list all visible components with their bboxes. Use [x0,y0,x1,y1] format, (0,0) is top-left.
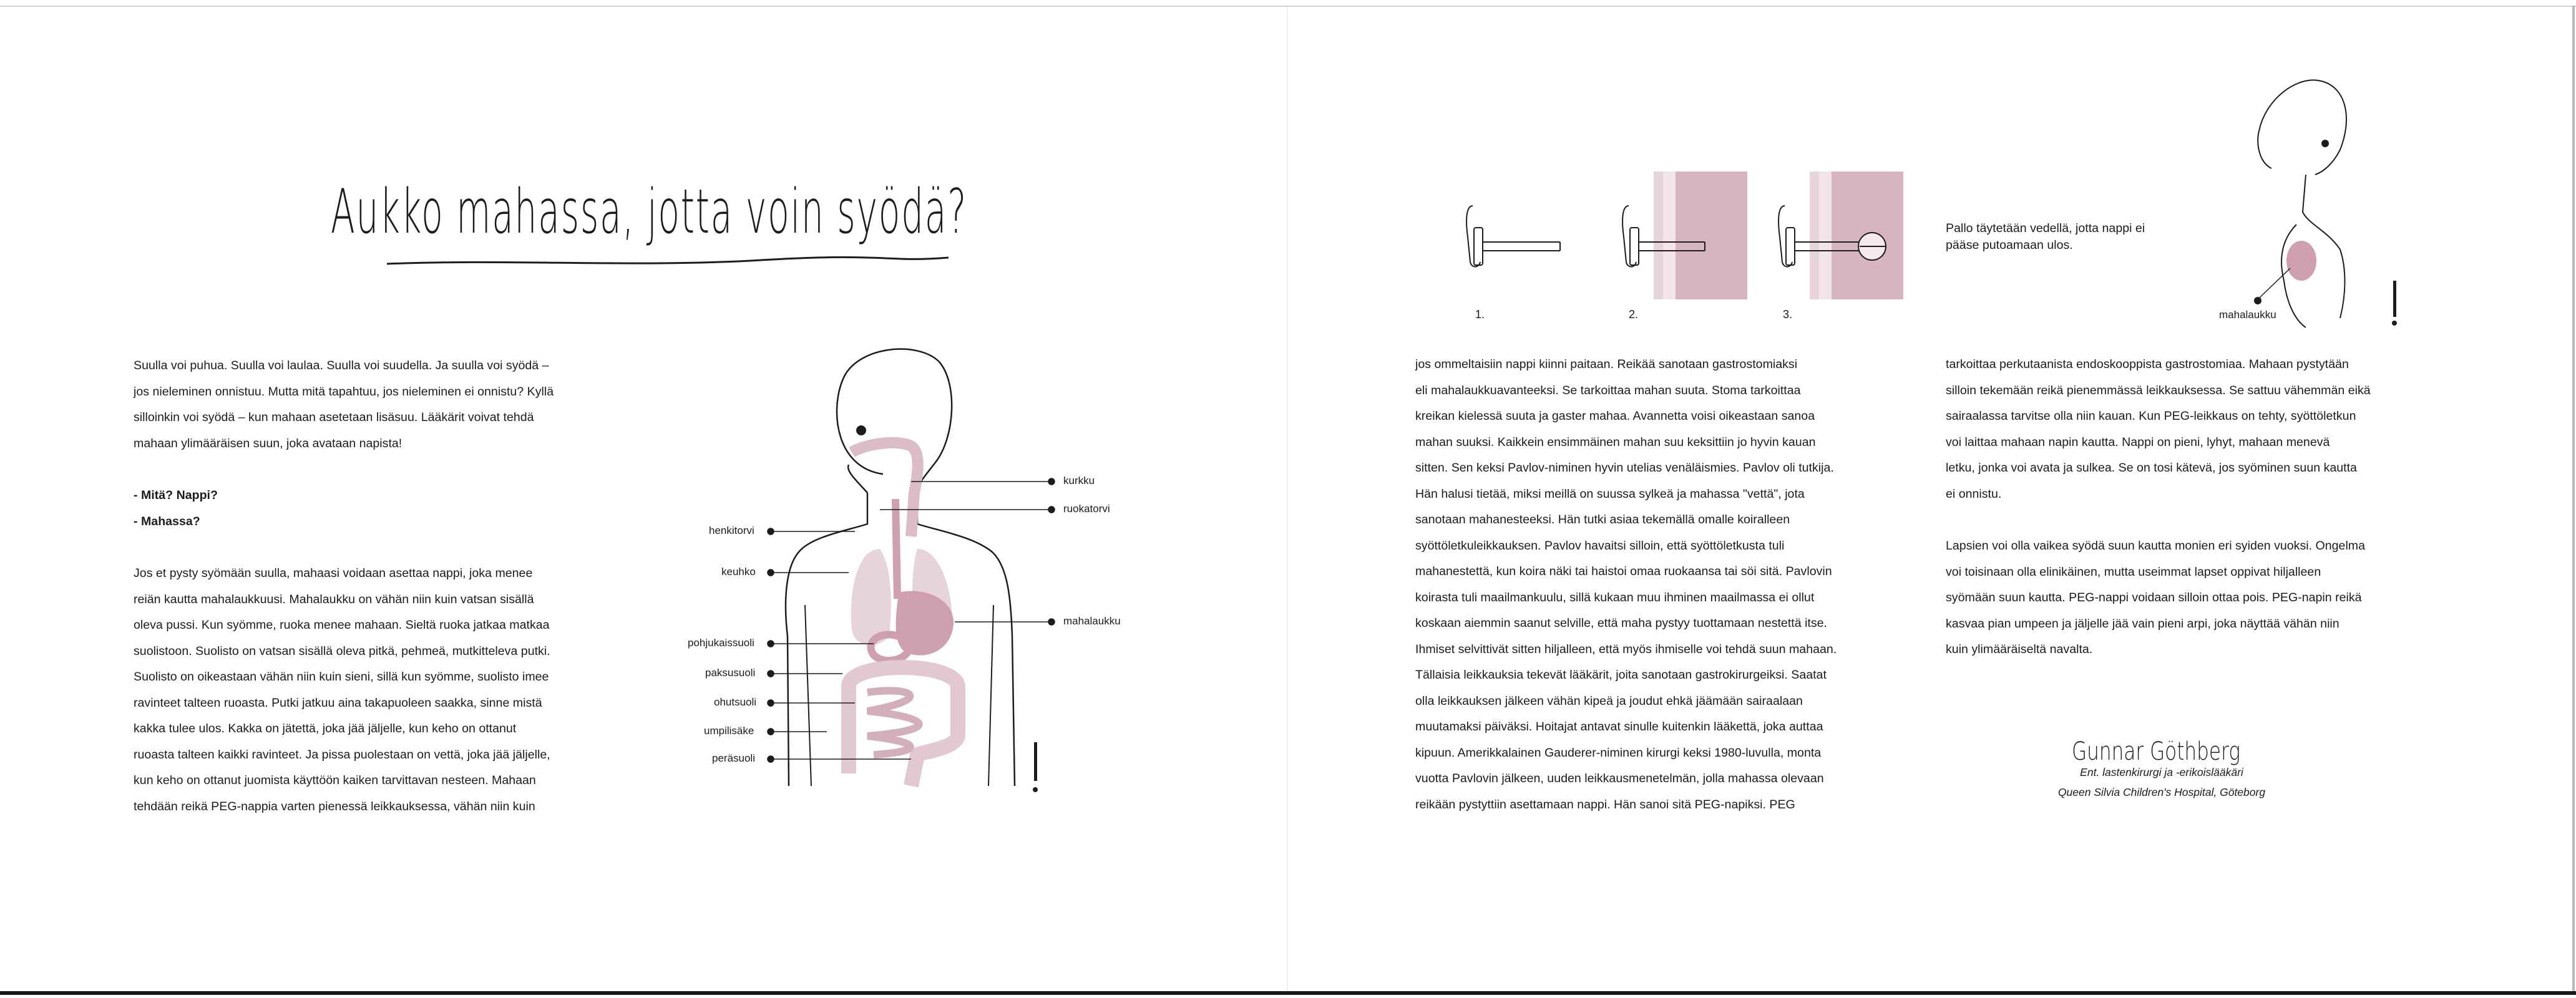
author-hospital: Queen Silvia Children's Hospital, Göteborg [2057,786,2266,798]
page-title [324,159,1023,278]
body-line: ei onnistu. [1946,487,2002,501]
label-ruokatorvi: ruokatorvi [1063,503,1110,515]
right-text-column-b [1946,352,2439,663]
label-henkitorvi: henkitorvi [709,525,754,536]
label-perasuoli: peräsuoli [712,752,755,764]
body-line: Tällaisia leikkauksia tekevät lääkärit, joita sanotaan gastrokirurgeiksi. Saatat [1415,668,1827,682]
page-bottom-border [0,991,2576,995]
body-line: Lapsien voi olla vaikea syödä suun kautta monien eri syiden vuoksi. Ongelma [1946,539,2366,553]
body-line: syömään suun kautta. PEG-nappi voidaan silloin ottaa pois. PEG-napin reikä [1946,591,2362,604]
body-line: ravinteet talteen ruoasta. Putki jatkuu aina takapuoleen saakka, sinne mistä [134,695,542,710]
intro-line: silloinkin voi syödä – kun mahaan asetetaan lisäsuu. Lääkärit voivat tehdä [134,410,534,424]
label-kurkku: kurkku [1063,475,1095,487]
intro-line: Suulla voi puhua. Suulla voi laulaa. Suulla voi suudella. Ja suulla voi syödä – [134,359,549,372]
left-text-column [134,353,628,820]
label-paksusuoli: paksusuoli [705,667,756,679]
body-line: eli mahalaukkuavanteeksi. Se tarkoittaa mahan suuta. Stoma tarkoittaa [1415,383,1801,397]
body-line: kuin ylimääräiseltä navalta. [1946,642,2093,656]
body-line: reiän kautta mahalaukkuusi. Mahalaukku on vähän niin kuin vatsan sisällä [134,592,534,606]
page-top-border [0,6,2576,7]
child-mahalaukku-label: mahalaukku [2219,309,2276,321]
body-line: olla leikkauksen jälkeen vähän kipeä ja joudut ehkä jäämään sairaalaan [1415,694,1803,708]
step-number: 1. [1475,308,1485,321]
body-line: kun keho on ottanut juomista käyttöön kaiken tarvittavan nesteen. Mahaan [134,773,536,787]
body-line: kipuun. Amerikkalainen Gauderer-niminen kirurgi keksi 1980-luvulla, monta [1415,745,1822,760]
body-line: koskaan aiemmin saanut selville, että maha pystyy tuottamaan nestettä itse. [1415,616,1827,630]
body-line: mahan suuksi. Kaikkein ensimmäinen mahan suu keksittiin jo hyvin kauan [1415,435,1816,449]
author-role: Ent. lastenkirurgi ja -erikoislääkäri [2080,766,2243,778]
intro-line: mahaan ylimääräisen suun, joka avataan napista! [134,436,402,450]
body-line: sanotaan mahanesteeksi. Hän tutki asiaa tekemällä omalle koiralleen [1415,513,1790,526]
body-line: oleva pussi. Kun syömme, ruoka menee mahaan. Sieltä ruoka jatkaa matkaa [134,618,550,632]
body-line: suolistoon. Suolisto on vatsan sisällä oleva pitkä, pehmeä, mutkitteleva putki. [134,644,550,658]
body-line: jos ommeltaisiin nappi kiinni paitaan. Reikää sanotaan gastrostomiaksi [1415,357,1798,371]
body-line: kreikan kielessä suuta ja gaster mahaa. Avannetta voisi oikeastaan sanoa [1415,409,1815,423]
step-number: 2. [1629,308,1639,321]
right-text-column-a [1415,352,1910,818]
child-illustration [2197,69,2434,331]
title-underline [387,257,949,264]
body-line: kasvaa pian umpeen ja jäljelle jää vain pieni arpi, joka näyttää vähän niin [1946,616,2339,631]
body-line: tehdään reikä PEG-nappia varten pienessä leikkauksessa, vähän niin kuin [134,799,535,813]
body-line: Hän halusi tietää, miksi meillä on suussa sylkeä ja mahassa "vettä", jota [1415,487,1805,501]
body-line: mahanestettä, kun koira näki tai haistoi omaa ruokaansa tai söi sitä. Pavlovin [1415,564,1832,578]
body-line: Ihmiset selvittivät sitten hiljalleen, että myös ihmiselle voi tehdä suun mahaan. [1415,642,1837,656]
author-name: Gunnar Göthberg [2072,737,2240,766]
dialogue-line: - Mitä? Nappi? [134,488,218,502]
body-line: voi toisinaan olla elinikäinen, mutta useimmat lapset oppivat hiljalleen [1946,564,2321,579]
label-ohutsuoli: ohutsuoli [714,696,757,708]
body-line: muutamaksi päiväksi. Hoitajat antavat sinulle kuitenkin lääkettä, joka auttaa [1415,720,1823,734]
body-line: Jos et pysty syömään suulla, mahaasi voidaan asettaa nappi, joka menee [134,566,533,580]
label-mahalaukku: mahalaukku [1063,615,1121,627]
label-umpilisake: umpilisäke [704,725,754,737]
anatomy-leaders [768,474,1061,767]
step-number: 3. [1783,308,1793,321]
body-line: sairaalassa tarvitse olla niin kauan. Kun PEG-leikkaus on tehty, syöttöletkun [1946,409,2356,423]
body-line: silloin tekemään reikä pienemmässä leikkauksessa. Se sattuu vähemmän eikä [1946,383,2371,397]
body-line: Suolisto on oikeastaan vähän niin kuin sieni, sillä kun syömme, suolisto imee [134,670,549,684]
page-right-border [2572,6,2575,995]
title-text: Aukko mahassa, jotta voin syödä? [331,177,967,248]
body-line: koirasta tuli maailmankuulu, sillä kukaan muu ihminen maailmassa ei ollut [1415,590,1815,604]
body-line: voi laittaa mahaan napin kautta. Nappi on pieni, lyhyt, mahaan menevä [1946,435,2330,449]
body-line: letku, jonka voi avata ja sulkea. Se on tosi kätevä, jos syöminen suun kautta [1946,461,2357,475]
intro-line: jos nieleminen onnistuu. Mutta mitä tapahtuu, jos nieleminen ei onnistu? Kyllä [134,384,554,399]
body-line: kakka tulee ulos. Kakka on jätettä, joka jää jäljelle, kun keho on ottanut [134,722,517,735]
body-line: syöttöletkuleikkauksen. Pavlov havaitsi silloin, että syöttöletkusta tuli [1415,538,1785,553]
peg-button-steps [1460,168,1916,306]
dialogue-line: - Mahassa? [134,514,200,528]
label-keuhko: keuhko [721,566,756,578]
body-line: vuotta Pavlovin jälkeen, uuden leikkausmenetelmän, jolla mahassa olevaan [1415,772,1824,785]
balloon-caption: Pallo täytetään vedellä, jotta nappi ei pääse putoamaan ulos. [1946,221,2145,252]
body-line: sitten. Sen keksi Pavlov-niminen hyvin utelias venäläismies. Pavlov oli tutkija. [1415,461,1834,475]
spread-gutter [1287,7,1288,991]
body-line: tarkoittaa perkutaanista endoskooppista gastrostomiaa. Mahaan pystytään [1946,357,2349,371]
label-pohjukaissuoli: pohjukaissuoli [688,637,754,649]
body-line: reikään pystyttiin asettamaan nappi. Hän sanoi sitä PEG-napiksi. PEG [1415,797,1795,811]
body-line: ruoasta talteen kaikki ravinteet. Ja pissa puolestaan on vettä, joka jää jäljelle, [134,747,550,762]
